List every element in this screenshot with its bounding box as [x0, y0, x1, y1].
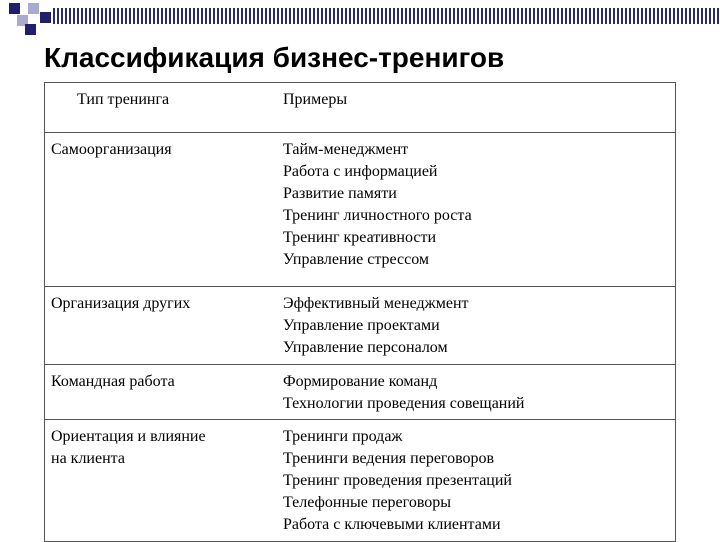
type-cell	[45, 420, 276, 542]
example-item: Тренинг личностного роста	[283, 207, 472, 224]
type-label: Ориентация и влияние	[51, 428, 206, 445]
example-item: Тренинги ведения переговоров	[283, 450, 495, 467]
decor-square	[9, 3, 20, 14]
example-item: Технологии проведения совещаний	[283, 395, 525, 412]
header-cell	[45, 83, 276, 133]
example-item: Тренинг креативности	[283, 229, 436, 246]
example-item: Эффективный менеджмент	[283, 295, 469, 312]
header-examples: Примеры	[283, 91, 348, 108]
example-item: Тренинг проведения презентаций	[283, 472, 512, 489]
example-item: Работа с ключевыми клиентами	[283, 516, 501, 533]
decor-square	[28, 3, 39, 14]
example-item: Развитие памяти	[283, 185, 397, 202]
type-cell	[45, 365, 276, 420]
examples-cell	[275, 133, 676, 287]
examples-cell	[275, 420, 676, 542]
type-label: Командная работа	[51, 373, 175, 390]
example-item: Формирование команд	[283, 373, 438, 390]
examples-cell	[275, 287, 676, 365]
decor-square	[25, 24, 36, 35]
example-item: Тренинги продаж	[283, 428, 403, 445]
example-item: Работа с информацией	[283, 163, 438, 180]
type-cell	[45, 133, 276, 287]
type-label: Организация других	[51, 295, 191, 312]
page-title: Классификация бизнес-тренигов	[44, 42, 505, 73]
type-cell	[45, 287, 276, 365]
table-row	[45, 420, 676, 542]
example-item: Управление персоналом	[283, 339, 448, 356]
table-header-row	[45, 83, 676, 133]
decor-square	[40, 12, 51, 23]
header-stripe	[53, 8, 720, 24]
example-item: Тайм-менеджмент	[283, 141, 409, 158]
training-table	[44, 82, 676, 542]
type-label: Самоорганизация	[51, 141, 172, 158]
example-item: Управление стрессом	[283, 251, 430, 268]
table-row	[45, 365, 676, 420]
example-item: Телефонные переговоры	[283, 494, 452, 511]
examples-cell	[275, 365, 676, 420]
table-row	[45, 287, 676, 365]
header-type: Тип тренинга	[77, 91, 170, 108]
header-cell	[275, 83, 676, 133]
example-item: Управление проектами	[283, 317, 440, 334]
type-label: на клиента	[51, 450, 125, 467]
table-row	[45, 133, 676, 287]
